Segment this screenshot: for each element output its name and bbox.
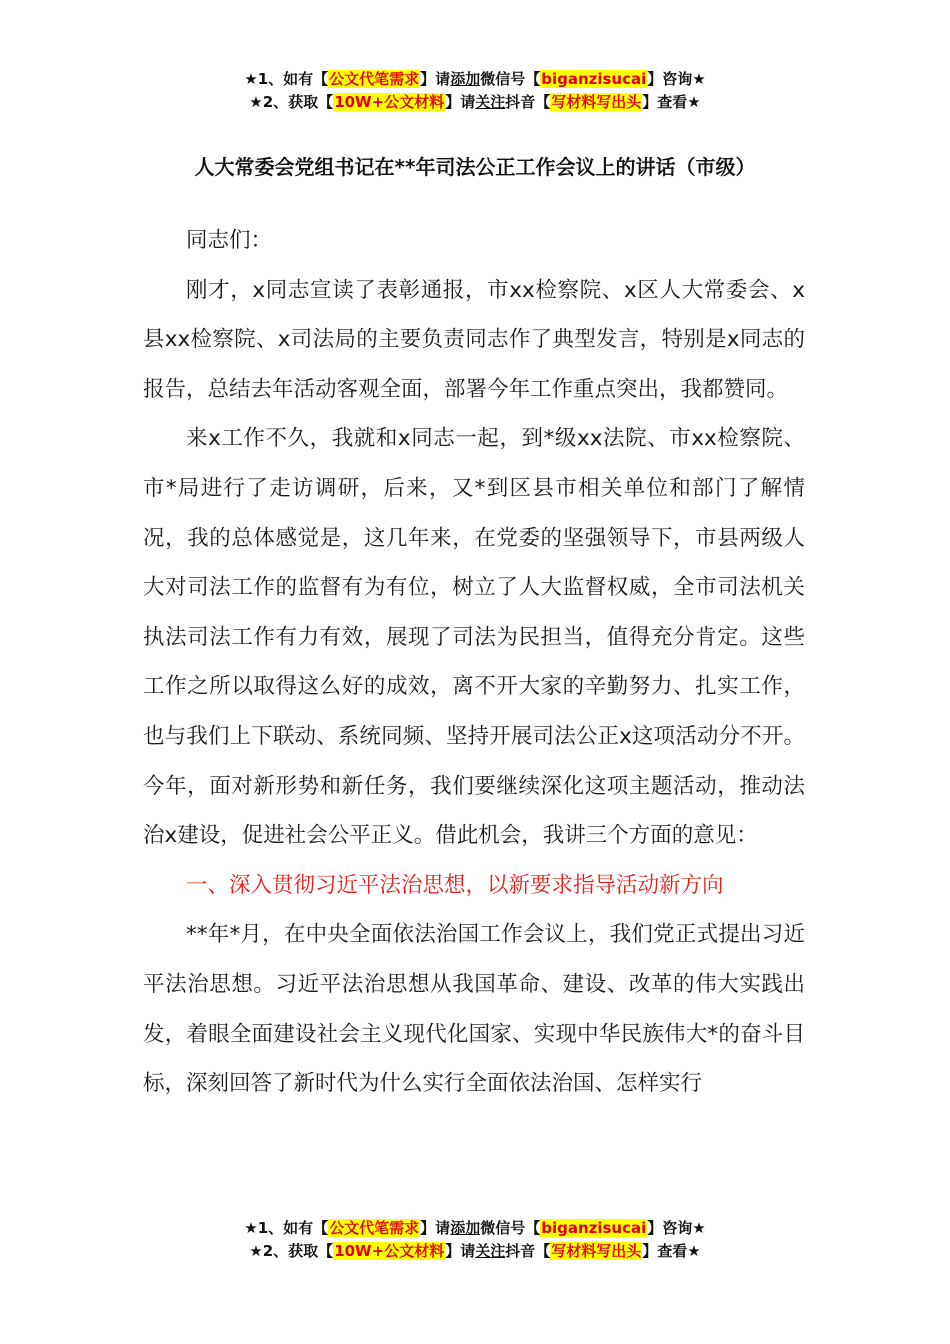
highlight-service: 公文代笔需求 [329, 70, 420, 88]
section-heading: 一、深入贯彻习近平法治思想，以新要求指导活动新方向 [186, 872, 724, 898]
highlight-douyin: 写材料写出头 [551, 1242, 642, 1260]
highlight-wechat-id: biganzisucai [541, 70, 647, 88]
banner-line-2: ★2、获取【10W+公文材料】请关注抖音【写材料写出头】查看★ [249, 1242, 701, 1260]
paragraph: 刚才，x同志宣读了表彰通报，市xx检察院、x区人大常委会、x县xx检察院、x司法局的主要负责同志作了典型发言，特别是x同志的报告，总结去年活动客观全面，部署今年工作重点突出，我都赞同。 [143, 277, 805, 402]
highlight-wechat-id: biganzisucai [541, 1219, 647, 1237]
highlight-douyin: 写材料写出头 [551, 93, 642, 111]
document-body [143, 216, 805, 1109]
highlight-materials: 10W+公文材料 [334, 1242, 445, 1260]
banner-line-1: ★1、如有【公文代笔需求】请添加微信号【biganzisucai】咨询★ [244, 1219, 706, 1237]
highlight-service: 公文代笔需求 [329, 1219, 420, 1237]
bottom-banner [0, 1217, 950, 1263]
banner-line-2: ★2、获取【10W+公文材料】请关注抖音【写材料写出头】查看★ [249, 93, 701, 111]
top-banner [0, 68, 950, 114]
highlight-materials: 10W+公文材料 [334, 93, 445, 111]
paragraph: 来x工作不久，我就和x同志一起，到*级xx法院、市xx检察院、市*局进行了走访调研，后来，又*到区县市相关单位和部门了解情况，我的总体感觉是，这几年来，在党委的坚强领导下，市县两级人大对司法工作的监督有为有位，树立了人大监督权威，全市司法机关执法司法工作有力有效，展现了司法为民担当，值得充分肯定。这些工作之所以取得这么好的成效，离不开大家的辛勤努力、扎实工作，也与我们上下联动、系统同频、坚持开展司法公正x这项活动分不开。今年，面对新形势和新任务，我们要继续深化这项主题活动，推动法治x建设，促进社会公平正义。借此机会，我讲三个方面的意见： [143, 426, 805, 849]
document-title: 人大常委会党组书记在**年司法公正工作会议上的讲话（市级） [194, 155, 756, 179]
salutation: 同志们： [186, 228, 273, 253]
paragraph: **年*月，在中央全面依法治国工作会议上，我们党正式提出习近平法治思想。习近平法治思想从我国革命、建设、改革的伟大实践出发，着眼全面建设社会主义现代化国家、实现中华民族伟大*的奋斗目标，深刻回答了新时代为什么实行全面依法治国、怎样实行 [143, 922, 805, 1097]
banner-line-1: ★1、如有【公文代笔需求】请添加微信号【biganzisucai】咨询★ [244, 70, 706, 88]
